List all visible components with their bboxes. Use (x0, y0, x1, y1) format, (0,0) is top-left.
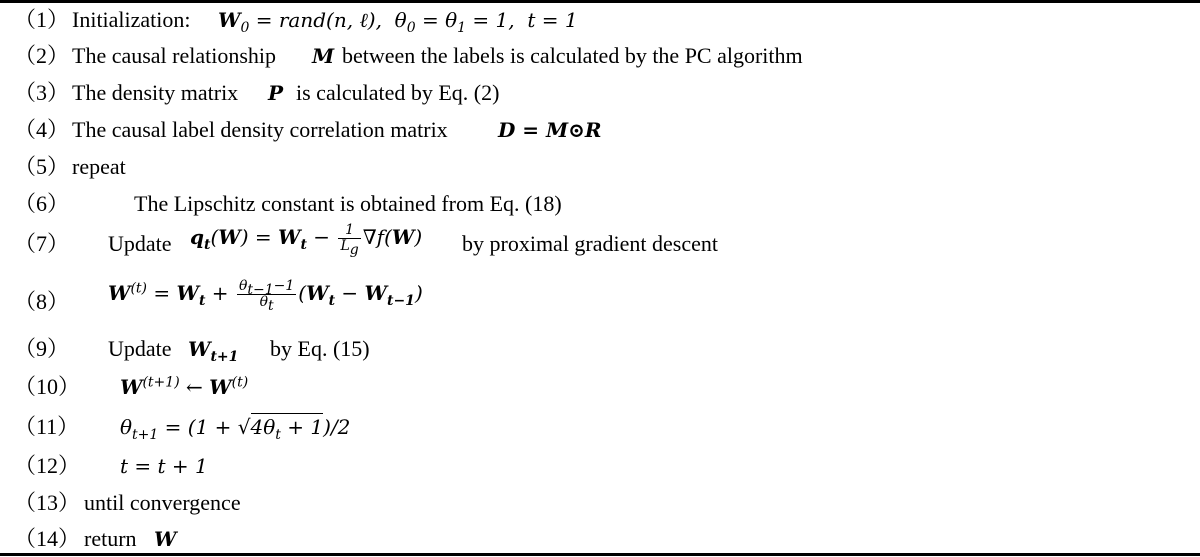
step-text: The causal label density correlation matrix (72, 117, 448, 142)
step-text: Initialization: (72, 7, 191, 32)
step-number: （11） (14, 414, 80, 439)
step-math: $W_{t+1}$ (188, 337, 239, 365)
step-number: （14） (14, 526, 81, 551)
step-number: （13） (14, 490, 81, 515)
step-text: repeat (72, 154, 126, 179)
step-math: $\theta_{t+1} = (1 + √4\theta_t + 1)/2$ (120, 415, 351, 443)
step-number: （8） (14, 289, 70, 314)
step-math: $W_0$ = rand(n, ℓ), $\theta_0 = \theta_1 = 1$, t = 1 (218, 8, 578, 36)
step-text: Update (108, 231, 172, 256)
step-variable: M (312, 44, 335, 68)
step-variable: P (268, 81, 284, 105)
step-text: return (84, 526, 137, 551)
step-math: t = t + 1 (120, 454, 208, 478)
step-number: （12） (14, 453, 81, 478)
bottom-rule (0, 553, 1200, 556)
step-number: （5） (14, 154, 70, 179)
step-text: The causal relationship (72, 43, 277, 68)
step-math: $W^{(t)} = W_t$ + $\frac{\theta_{t-1}-1}{\theta_t}$ $(W_t - W_{t-1})$ (108, 278, 423, 314)
step-number: （7） (14, 231, 70, 256)
step-text: by Eq. (15) (270, 336, 370, 361)
step-number: （2） (14, 43, 70, 68)
step-variable: W (154, 527, 177, 551)
step-number: （10） (14, 374, 81, 399)
step-text: is calculated by Eq. (2) (296, 80, 500, 105)
step-number: （3） (14, 80, 70, 105)
step-text: The density matrix (72, 80, 239, 105)
step-math: D = M⊙R (498, 118, 602, 142)
step-text: Update (108, 336, 172, 361)
step-number: （9） (14, 336, 70, 361)
step-number: （6） (14, 191, 70, 216)
step-math: $W^{(t+1)}$ ← $W^{(t)}$ (120, 374, 249, 399)
top-rule (0, 0, 1200, 3)
step-text: The Lipschitz constant is obtained from Eq. (18) (134, 191, 562, 216)
step-math: $q_t(W) = W_t$ − $\frac{1}{L_g}$ ∇f(W) (190, 222, 423, 258)
step-text: between the labels is calculated by the PC algorithm (342, 43, 803, 68)
step-number: （1） (14, 7, 70, 32)
step-text: until convergence (84, 490, 241, 515)
step-number: （4） (14, 117, 70, 142)
step-text: by proximal gradient descent (462, 231, 718, 256)
